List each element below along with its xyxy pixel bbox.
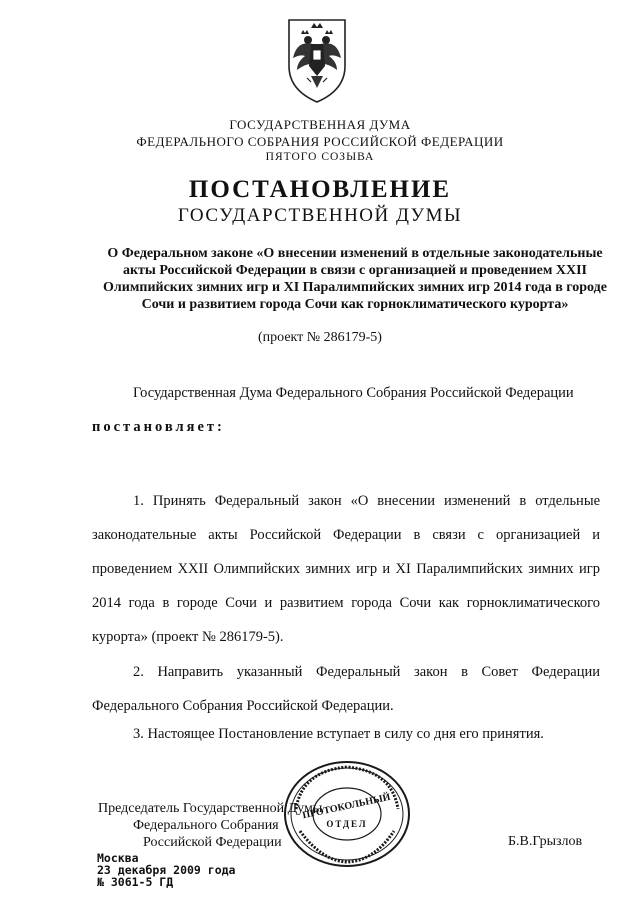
footer-city: Москва — [97, 851, 139, 865]
decision-item-1: 1. Принять Федеральный закон «О внесении изменений в отдельные законодательные акты Российской Федерации в связи с организацией и проведением XXII Олимпийских зимних игр и XI Паралимпийских зимних игр 2014 года в городе Сочи и развитием города Сочи как горноклиматического курорта» (проект № 286179-5). — [92, 493, 600, 645]
stamp-text-bottom: ОТДЕЛ — [326, 819, 368, 829]
decision-item-2: 2. Направить указанный Федеральный закон в Совет Федерации Федерального Собрания Российской Федерации. — [92, 664, 600, 714]
header-line-3: ПЯТОГО СОЗЫВА — [265, 151, 375, 163]
signature-title-line-2: Федерального Собрания — [133, 818, 279, 833]
decree-word: постановляет: — [92, 419, 225, 435]
footer-number: № 3061-5 ГД — [97, 875, 174, 889]
preamble: Государственная Дума Федерального Собрания Российской Федерации — [133, 385, 574, 401]
stamp-text-top: ПРОТОКОЛЬНЫЙ — [301, 791, 392, 822]
document-subtitle: ГОСУДАРСТВЕННОЙ ДУМЫ — [177, 205, 463, 226]
header-line-2: ФЕДЕРАЛЬНОГО СОБРАНИЯ РОССИЙСКОЙ ФЕДЕРАЦИИ — [136, 134, 504, 149]
document-title: ПОСТАНОВЛЕНИЕ — [188, 176, 452, 203]
project-number: (проект № 286179-5) — [258, 330, 382, 345]
footer-date: 23 декабря 2009 года — [97, 863, 236, 877]
signature-title-line-1: Председатель Государственной Думы — [98, 801, 323, 816]
header-line-1: ГОСУДАРСТВЕННАЯ ДУМА — [229, 117, 411, 132]
decision-item-3: 3. Настоящее Постановление вступает в силу со дня его принятия. — [133, 726, 544, 742]
signature-title-line-3: Российской Федерации — [143, 835, 282, 850]
signatory-name: Б.В.Грызлов — [508, 834, 583, 849]
coat-of-arms-emblem — [283, 14, 351, 104]
document-subject: О Федеральном законе «О внесении изменений в отдельные законодательные акты Российской Федерации в связи с организацией и проведением XXII Олимпийских зимних игр и XI Паралимпийских зимних игр 2014 года в городе Сочи и развитием города Сочи как горноклиматического курорта» — [103, 246, 607, 312]
